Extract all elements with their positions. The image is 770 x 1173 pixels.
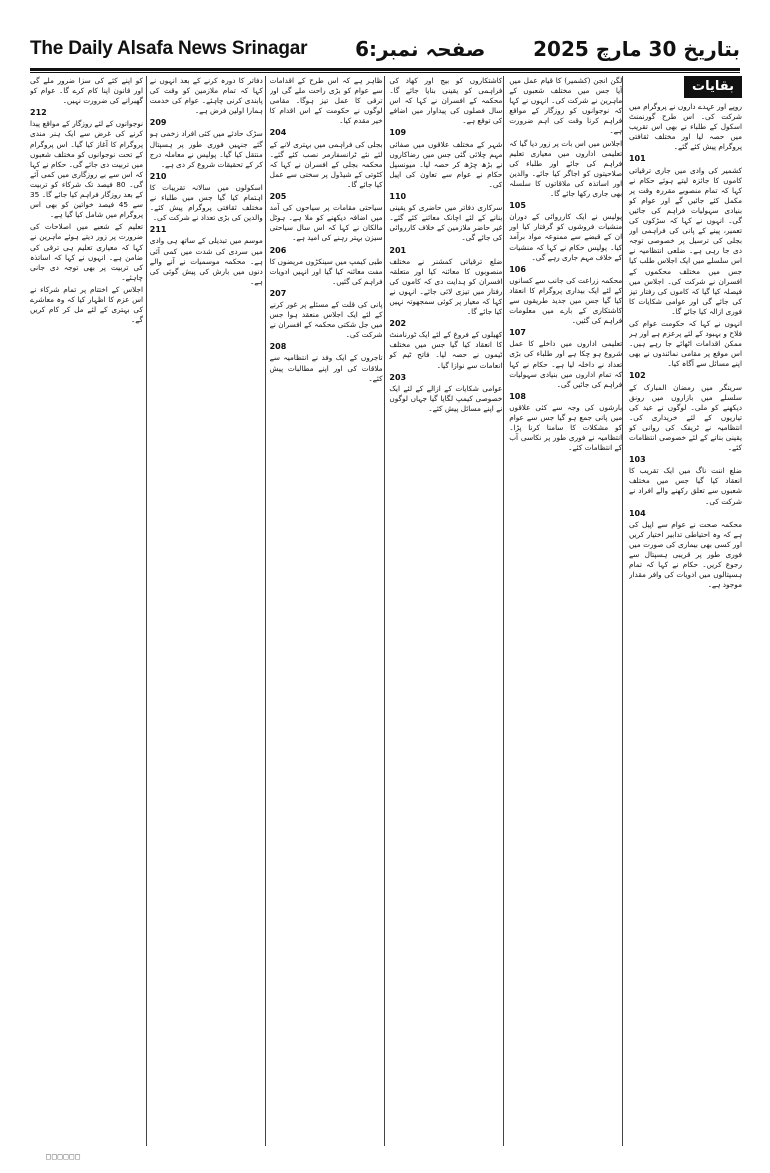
column-3	[389, 76, 502, 1146]
article-text: سیاحتی مقامات پر سیاحوں کی آمد میں اضافہ دیکھنے کو ملا ہے۔ ہوٹل مالکان نے کہا کہ اس سال سیاحتی سیزن بہتر رہنے کی امید ہے۔	[269, 203, 383, 243]
article-number: 211	[149, 225, 167, 235]
column-separator	[265, 76, 266, 1146]
article-text: لگن انجن (کشمیر) کا قیام عمل میں آیا جس میں مختلف شعبوں کے ماہرین نے شرکت کی۔ انہوں نے کہا کہ نوجوانوں کو روزگار کے مواقع فراہم کرنا وقت کی اہم ضرورت ہے۔	[509, 76, 623, 136]
footer-mark: □□□□□□	[46, 1152, 81, 1161]
article-number: 201	[389, 245, 407, 255]
article-number: 102	[628, 371, 646, 381]
article-text: ضلع اننت ناگ میں ایک تقریب کا انعقاد کیا گیا جس میں مختلف شعبوں سے تعلق رکھنے والے افراد نے شرکت کی۔	[628, 466, 742, 506]
article-text: شہر کے مختلف علاقوں میں صفائی مہم چلائی گئی جس میں رضاکاروں نے بڑھ چڑھ کر حصہ لیا۔ میونسپل حکام نے عوام سے تعاون کی اپیل کی۔	[389, 139, 503, 189]
article-number: 107	[509, 328, 526, 338]
article-text: سڑک حادثے میں کئی افراد زخمی ہو گئے جنہیں فوری طور پر ہسپتال منتقل کیا گیا۔ پولیس نے معاملہ درج کر کے تحقیقات شروع کر دی ہے۔	[149, 129, 263, 169]
article-text: اسکولوں میں سالانہ تقریبات کا اہتمام کیا گیا جس میں طلباء نے مختلف ثقافتی پروگرام پیش کئے۔ والدین کی بڑی تعداد نے شرکت کی۔	[149, 182, 263, 223]
column-6	[30, 76, 143, 1146]
article-text: اجلاس کے اختتام پر تمام شرکاء نے اس عزم کا اظہار کیا کہ وہ معاشرے کی بہتری کے لئے مل کر کام کریں گے۔	[30, 284, 143, 325]
column-4	[270, 76, 383, 1146]
article-number: 103	[628, 455, 646, 465]
article-text: موسم میں تبدیلی کے ساتھ ہی وادی میں سردی کی شدت میں کمی آئی ہے۔ محکمہ موسمیات نے آنے والے دنوں میں بارش کی پیش گوئی کی ہے۔	[149, 236, 263, 286]
newspaper-title: The Daily Alsafa News Srinagar	[30, 38, 308, 59]
article-text: طبی کیمپ میں سینکڑوں مریضوں کا مفت معائنہ کیا گیا اور انہیں ادویات فراہم کی گئیں۔	[269, 256, 383, 286]
column-separator	[384, 76, 385, 1146]
article-text: محکمہ زراعت کی جانب سے کسانوں کے لئے ایک بیداری پروگرام کا انعقاد کیا گیا جس میں جدید طریقوں سے کاشتکاری کے بارے میں معلومات فراہم کی گئیں۔	[509, 275, 623, 326]
article-text: پانی کی قلت کے مسئلے پر غور کرنے کے لئے ایک اجلاس منعقد ہوا جس میں جل شکتی محکمہ کے افسران نے شرکت کی۔	[269, 299, 383, 340]
masthead-rule	[30, 72, 740, 73]
column-separator	[146, 76, 147, 1146]
article-text: بجلی کی فراہمی میں بہتری لانے کے لئے نئے ٹرانسفارمر نصب کئے گئے۔ محکمہ بجلی کے افسران نے کہا کہ کٹوتی کے شیڈول پر سختی سے عمل کیا جائے گا۔	[269, 139, 383, 189]
masthead	[30, 30, 740, 71]
article-text: دفاتر کا دورہ کرنے کے بعد انہوں نے کہا کہ تمام ملازمین کو وقت کی پابندی کرنی چاہئے۔ عوام کی خدمت ہمارا اولین فرض ہے۔	[149, 76, 263, 116]
article-number: 206	[269, 245, 287, 255]
article-number: 108	[509, 391, 526, 401]
article-text: تعلیم کے شعبے میں اصلاحات کی ضرورت پر زور دیتے ہوئے ماہرین نے کہا کہ معیاری تعلیم ہی ترقی کی ضامن ہے۔ انہوں نے کہا کہ اساتذہ کی تربیت پر بھی توجہ دی جانی چاہئے۔	[30, 222, 143, 282]
article-number: 207	[269, 288, 287, 298]
article-number: 105	[509, 201, 526, 211]
article-number: 110	[389, 192, 407, 202]
article-text: عوامی شکایات کے ازالے کے لئے ایک خصوصی کیمپ لگایا گیا جہاں لوگوں نے اپنے مسائل پیش کئے۔	[389, 383, 503, 413]
article-number: 101	[628, 154, 646, 164]
issue-date: بتاریخ 30 مارچ 2025	[533, 37, 740, 61]
article-number: 204	[269, 128, 287, 138]
column-1	[629, 76, 742, 1146]
article-text: اجلاس میں اس بات پر زور دیا گیا کہ تعلیمی اداروں میں معیاری تعلیم فراہم کی جائے اور طلباء کی صلاحیتوں کو اجاگر کیا جائے۔ والدین اور اساتذہ کی ملاقاتوں کا سلسلہ بھی جاری رکھا جائے گا۔	[509, 138, 623, 199]
article-text: کھیلوں کے فروغ کے لئے ایک ٹورنامنٹ کا انعقاد کیا گیا جس میں مختلف ٹیموں نے حصہ لیا۔ فاتح ٹیم کو انعامات سے نوازا گیا۔	[389, 330, 503, 370]
section-label: بقایات	[684, 76, 742, 98]
article-number: 209	[149, 118, 167, 128]
article-text: کو اپنے کئے کی سزا ضرور ملے گی اور قانون اپنا کام کرے گا۔ عوام کو گھبرانے کی ضرورت نہیں۔	[30, 76, 143, 106]
article-number: 212	[30, 108, 47, 118]
article-text: بارشوں کی وجہ سے کئی علاقوں میں پانی جمع ہو گیا جس سے عوام کو مشکلات کا سامنا کرنا پڑا۔ انتظامیہ نے فوری طور پر نکاسی آب کے انتظامات کئے۔	[509, 402, 623, 453]
article-number: 104	[628, 508, 646, 518]
column-separator	[622, 76, 623, 1146]
column-2	[509, 76, 622, 1146]
article-text: سرینگر میں رمضان المبارک کے سلسلے میں بازاروں میں رونق دیکھنے کو ملی۔ لوگوں نے عید کی تیاریوں کے لئے خریداری کی۔ انتظامیہ نے ٹریفک کی روانی کو یقینی بنانے کے لئے خصوصی انتظامات کئے۔	[628, 382, 742, 453]
article-text: پولیس نے ایک کارروائی کے دوران منشیات فروشوں کو گرفتار کیا اور ان کے قبضے سے ممنوعہ مواد برآمد کیا۔ پولیس حکام نے کہا کہ منشیات کے خلاف مہم جاری رہے گی۔	[509, 212, 623, 262]
article-text: ظاہر ہے کہ اس طرح کے اقدامات سے عوام کو بڑی راحت ملے گی اور ترقی کا عمل تیز ہوگا۔ مقامی لوگوں نے حکومت کے اس اقدام کا خیر مقدم کیا۔	[269, 76, 383, 126]
column-5	[150, 76, 263, 1146]
page-number: صفحہ نمبر:6	[355, 37, 486, 61]
article-number: 210	[149, 171, 167, 181]
article-text: تعلیمی اداروں میں داخلے کا عمل شروع ہو چکا ہے اور طلباء کی بڑی تعداد نے داخلہ لیا ہے۔ حکام نے کہا کہ تمام اداروں میں بنیادی سہولیات فراہم کی جائیں گی۔	[509, 339, 623, 389]
article-number: 202	[389, 319, 407, 329]
article-text: ضلع ترقیاتی کمشنر نے مختلف منصوبوں کا معائنہ کیا اور متعلقہ افسران کو ہدایت دی کہ کاموں کی رفتار میں تیزی لائی جائے۔ انہوں نے کہا کہ معیار پر کوئی سمجھوتہ نہیں کیا جائے گا۔	[389, 256, 503, 317]
article-text: انہوں نے کہا کہ حکومت عوام کی فلاح و بہبود کے لئے پرعزم ہے اور ہر ممکن اقدامات اٹھائے جا رہے ہیں۔ اس موقع پر مقامی نمائندوں نے بھی اپنے مسائل سے آگاہ کیا۔	[628, 318, 742, 369]
article-number: 203	[389, 372, 407, 382]
column-separator	[503, 76, 504, 1146]
news-columns	[30, 76, 742, 1146]
article-number: 106	[509, 264, 526, 274]
article-number: 109	[389, 128, 407, 138]
article-text: محکمہ صحت نے عوام سے اپیل کی ہے کہ وہ احتیاطی تدابیر اختیار کریں اور کسی بھی بیماری کی صورت میں فوری طور پر قریبی ہسپتال سے رجوع کریں۔ حکام نے کہا کہ تمام ہسپتالوں میں ادویات کی وافر مقدار موجود ہے۔	[628, 519, 742, 590]
article-text: سرکاری دفاتر میں حاضری کو یقینی بنانے کے لئے اچانک معائنے کئے گئے۔ غیر حاضر ملازمین کے خلاف کارروائی کی جائے گی۔	[389, 203, 503, 243]
article-number: 208	[269, 342, 287, 352]
article-text: کشمیر کی وادی میں جاری ترقیاتی کاموں کا جائزہ لیتے ہوئے حکام نے کہا کہ تمام منصوبے مقررہ وقت پر مکمل کئے جائیں گے اور عوام کو بنیادی سہولیات فراہم کی جائیں گی۔ انہوں نے کہا کہ سڑکوں کی تعمیر، پینے کے پانی کی فراہمی اور بجلی کی ترسیل پر خصوصی توجہ دی جا رہی ہے۔ ضلعی انتظامیہ نے اس سلسلے میں ایک اجلاس طلب کیا جس میں مختلف محکموں کے افسران نے شرکت کی۔ اجلاس میں فیصلہ کیا گیا کہ کاموں کی رفتار تیز کی جائے گی اور عوامی شکایات کا فوری ازالہ کیا جائے گا۔	[628, 165, 742, 316]
article-text: تاجروں کے ایک وفد نے انتظامیہ سے ملاقات کی اور اپنے مطالبات پیش کئے۔	[269, 353, 383, 383]
article-text: روپے اور عہدے داروں نے پروگرام میں شرکت کی۔ اس طرح گورنمنٹ اسکول کے طلباء نے بھی اس تقریب میں حصہ لیا اور مختلف ثقافتی پروگرام پیش کئے گئے۔	[628, 102, 742, 152]
article-text: نوجوانوں کے لئے روزگار کے مواقع پیدا کرنے کی غرض سے ایک ہنر مندی پروگرام کا آغاز کیا گیا۔ اس پروگرام کے تحت نوجوانوں کو مختلف شعبوں میں تربیت دی جائے گی۔ حکام نے کہا کہ اس سے بے روزگاری میں کمی آئے گی۔ 80 فیصد تک شرکاء کو تربیت کے بعد روزگار فراہم کیا جائے گا۔ 35 سے 45 فیصد خواتین کو بھی اس پروگرام میں شامل کیا گیا ہے۔	[30, 119, 143, 220]
article-text: کاشتکاروں کو بیج اور کھاد کی فراہمی کو یقینی بنایا جائے گا۔ محکمہ کے افسران نے کہا کہ اس سال فصلوں کی پیداوار میں اضافے کی توقع ہے۔	[389, 76, 503, 126]
article-number: 205	[269, 192, 287, 202]
